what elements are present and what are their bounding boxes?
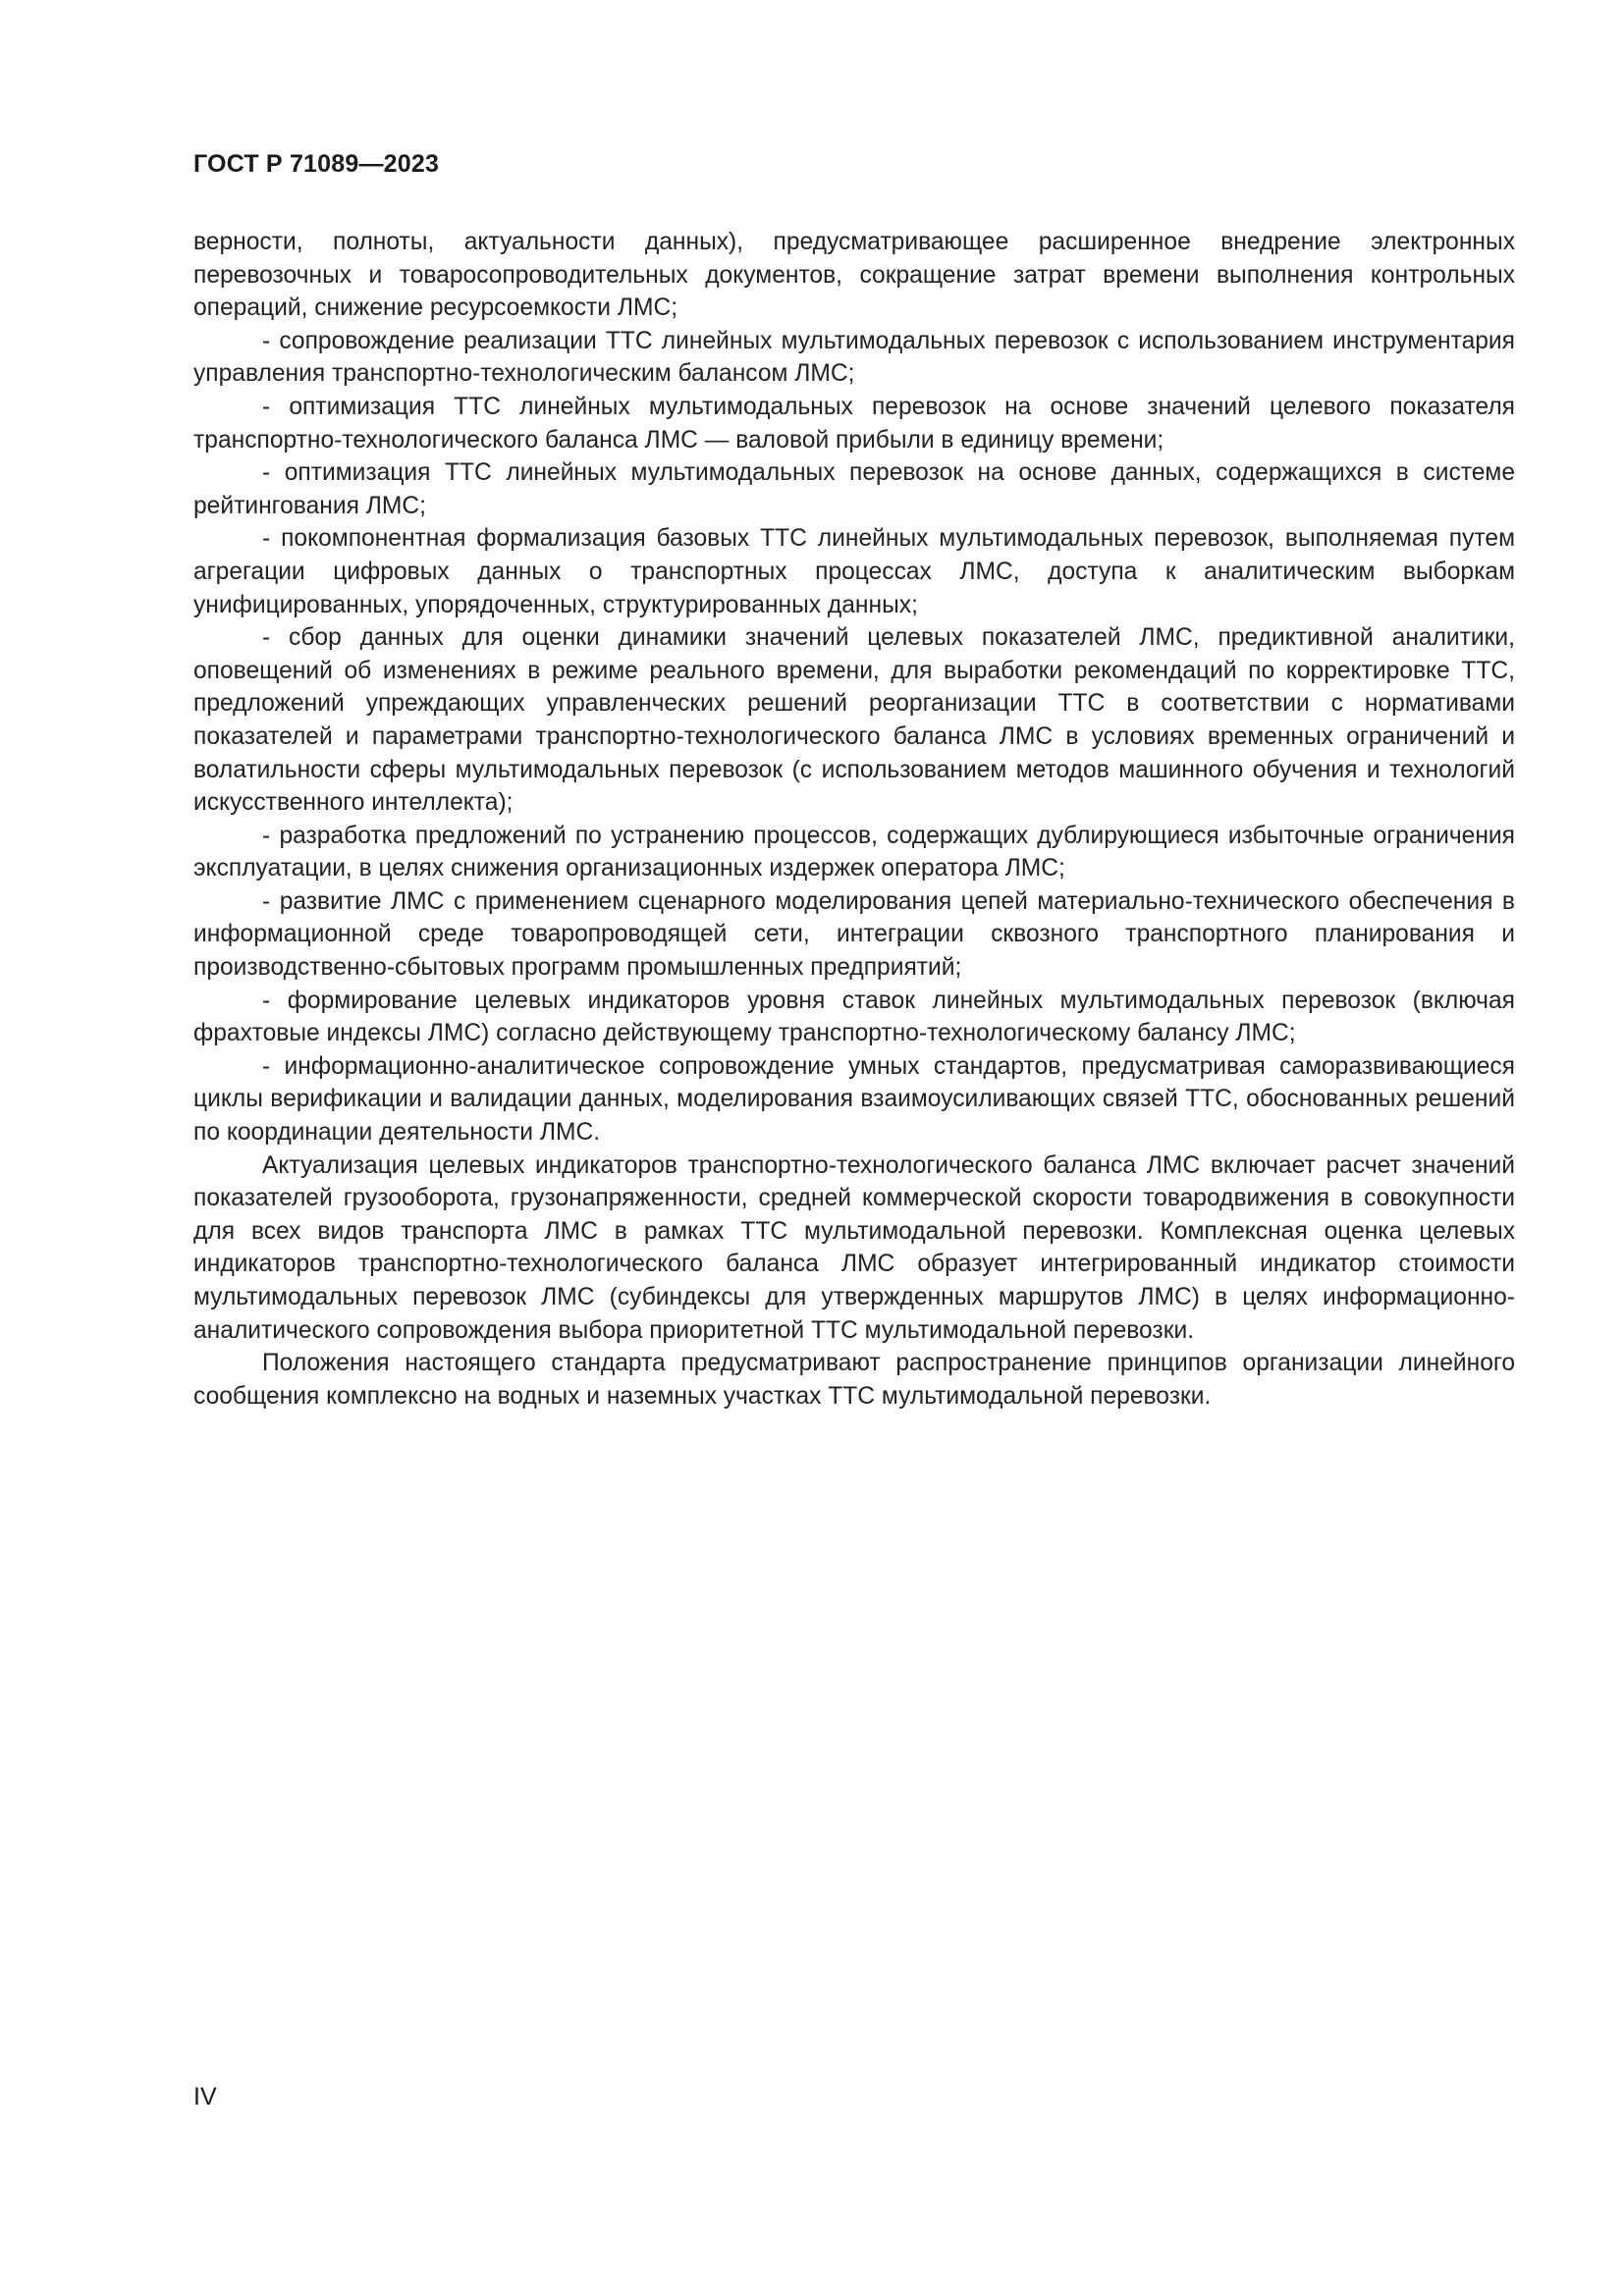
list-item-rate-indicators: - формирование целевых индикаторов уровня ставок линейных мультимодальных перевозок (включая фрахтовые индексы ЛМС) согласно действующему транспортно-технологическому балансу ЛМС; <box>193 987 1515 1047</box>
list-item-optimization-profit: - оптимизация ТТС линейных мультимодальных перевозок на основе значений целевого показателя транспортно-технологического баланса ЛМС — валовой прибыли в единицу времени; <box>193 393 1515 454</box>
list-item-smart-standards: - информационно-аналитическое сопровождение умных стандартов, предусматривая саморазвивающиеся циклы верификации и валидации данных, моделирования взаимоусиливающих связей ТТС, обоснованных решений по координации деятельности ЛМС. <box>193 1052 1515 1147</box>
list-item-scenario-modeling: - развитие ЛМС с применением сценарного моделирования цепей материально-технического обеспечения в информационной среде товаропроводящей сети, интеграции сквозного транспортного планирования и производственно-сбытовых программ промышленных предприятий; <box>193 887 1515 982</box>
document-header: ГОСТ Р 71089—2023 <box>193 150 440 178</box>
paragraph-indicators-update: Актуализация целевых индикаторов транспортно-технологического баланса ЛМС включает расчет значений показателей грузооборота, грузонапряженности, средней коммерческой скорости товародвижения в совокупности для всех видов транспорта ЛМС в рамках ТТС мультимодальной перевозки. Комплексная оценка целевых индикаторов транспортно-технологического баланса ЛМС образует интегрированный индикатор стоимости мультимодальных перевозок ЛМС (субиндексы для утвержденных маршрутов ЛМС) в целях информационно-аналитического сопровождения выбора приоритетной ТТС мультимодальной перевозки. <box>193 1151 1515 1344</box>
list-item-data-collection: - сбор данных для оценки динамики значений целевых показателей ЛМС, предиктивной аналитики, оповещений об изменениях в режиме реального времени, для выработки рекомендаций по корректировке ТТС, предложений упреждающих управленческих решений реорганизации ТТС в соответствии с нормативами показателей и параметрами транспортно-технологического баланса ЛМС в условиях временных ограничений и волатильности сферы мультимодальных перевозок (с использованием методов машинного обучения и технологий искусственного интеллекта); <box>193 624 1515 817</box>
paragraph-standard-provisions: Положения настоящего стандарта предусматривают распространение принципов организации линейного сообщения комплексно на водных и наземных участках ТТС мультимодальной перевозки. <box>193 1350 1515 1410</box>
list-item-formalization: - покомпонентная формализация базовых ТТС линейных мультимодальных перевозок, выполняемая путем агрегации цифровых данных о транспортных процессах ЛМС, доступа к аналитическим выборкам унифицированных, упорядоченных, структурированных данных; <box>193 525 1515 618</box>
list-item-process-elimination: - разработка предложений по устранению процессов, содержащих дублирующиеся избыточные ограничения эксплуатации, в целях снижения организационных издержек оператора ЛМС; <box>193 822 1515 882</box>
list-item-optimization-rating: - оптимизация ТТС линейных мультимодальных перевозок на основе данных, содержащихся в системе рейтингования ЛМС; <box>193 459 1515 519</box>
paragraph-continuation: верности, полноты, актуальности данных), предусматривающее расширенное внедрение электронных перевозочных и товаросопроводительных документов, сокращение затрат времени выполнения контрольных операций, снижение ресурсоемкости ЛМС; <box>193 229 1515 322</box>
list-item-accompaniment: - сопровождение реализации ТТС линейных мультимодальных перевозок с использованием инструментария управления транспортно-технологическим балансом ЛМС; <box>193 327 1515 388</box>
document-body <box>193 226 1515 1413</box>
page-number: IV <box>193 2083 217 2110</box>
